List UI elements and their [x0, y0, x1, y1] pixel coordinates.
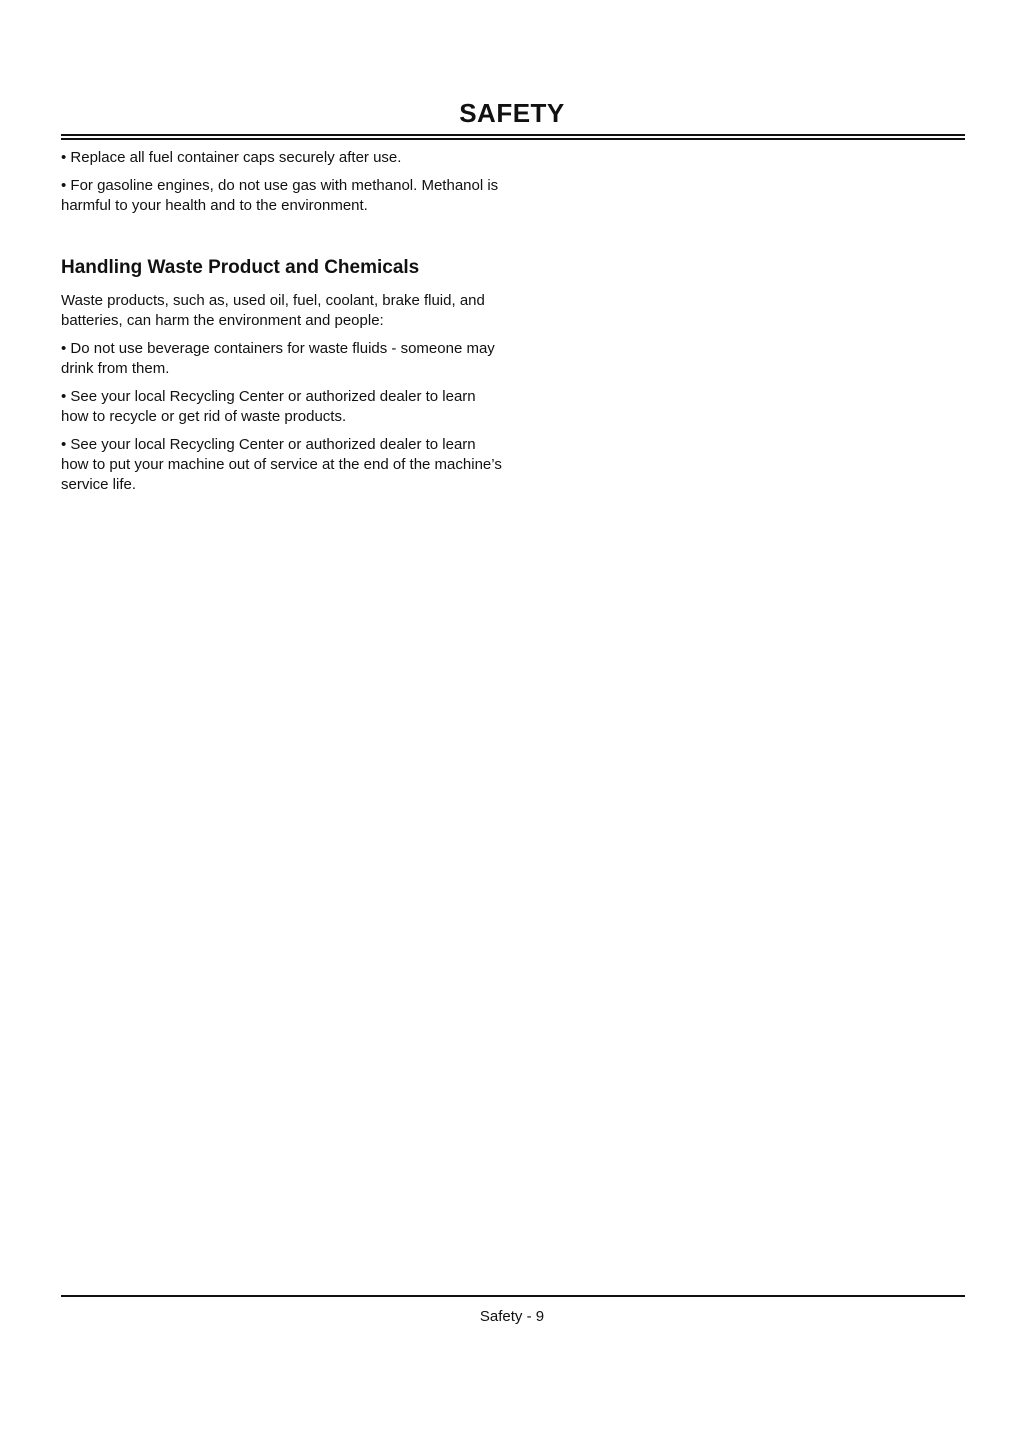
waste-item: • Do not use beverage containers for waste fluids - someone may drink from them. [61, 340, 495, 377]
fuel-item: • For gasoline engines, do not use gas with methanol. Methanol is harmful to your health and to the environment. [61, 177, 499, 214]
page-number: Safety - 9 [479, 1308, 545, 1325]
waste-item: • See your local Recycling Center or authorized dealer to learn how to recycle or get rid of waste products. [61, 388, 476, 425]
footer-rule [61, 1295, 965, 1297]
waste-item: • See your local Recycling Center or authorized dealer to learn how to put your machine out of service at the end of the machine’s service life. [61, 436, 502, 493]
page-title: SAFETY [459, 98, 565, 128]
fuel-item: • Replace all fuel container caps securely after use. [61, 149, 402, 166]
section-heading: Handling Waste Product and Chemicals [61, 257, 420, 278]
header-double-rule [61, 134, 965, 140]
section-intro: Waste products, such as, used oil, fuel, coolant, brake fluid, and batteries, can harm the environment and people: [61, 292, 485, 329]
main-column [61, 148, 506, 503]
